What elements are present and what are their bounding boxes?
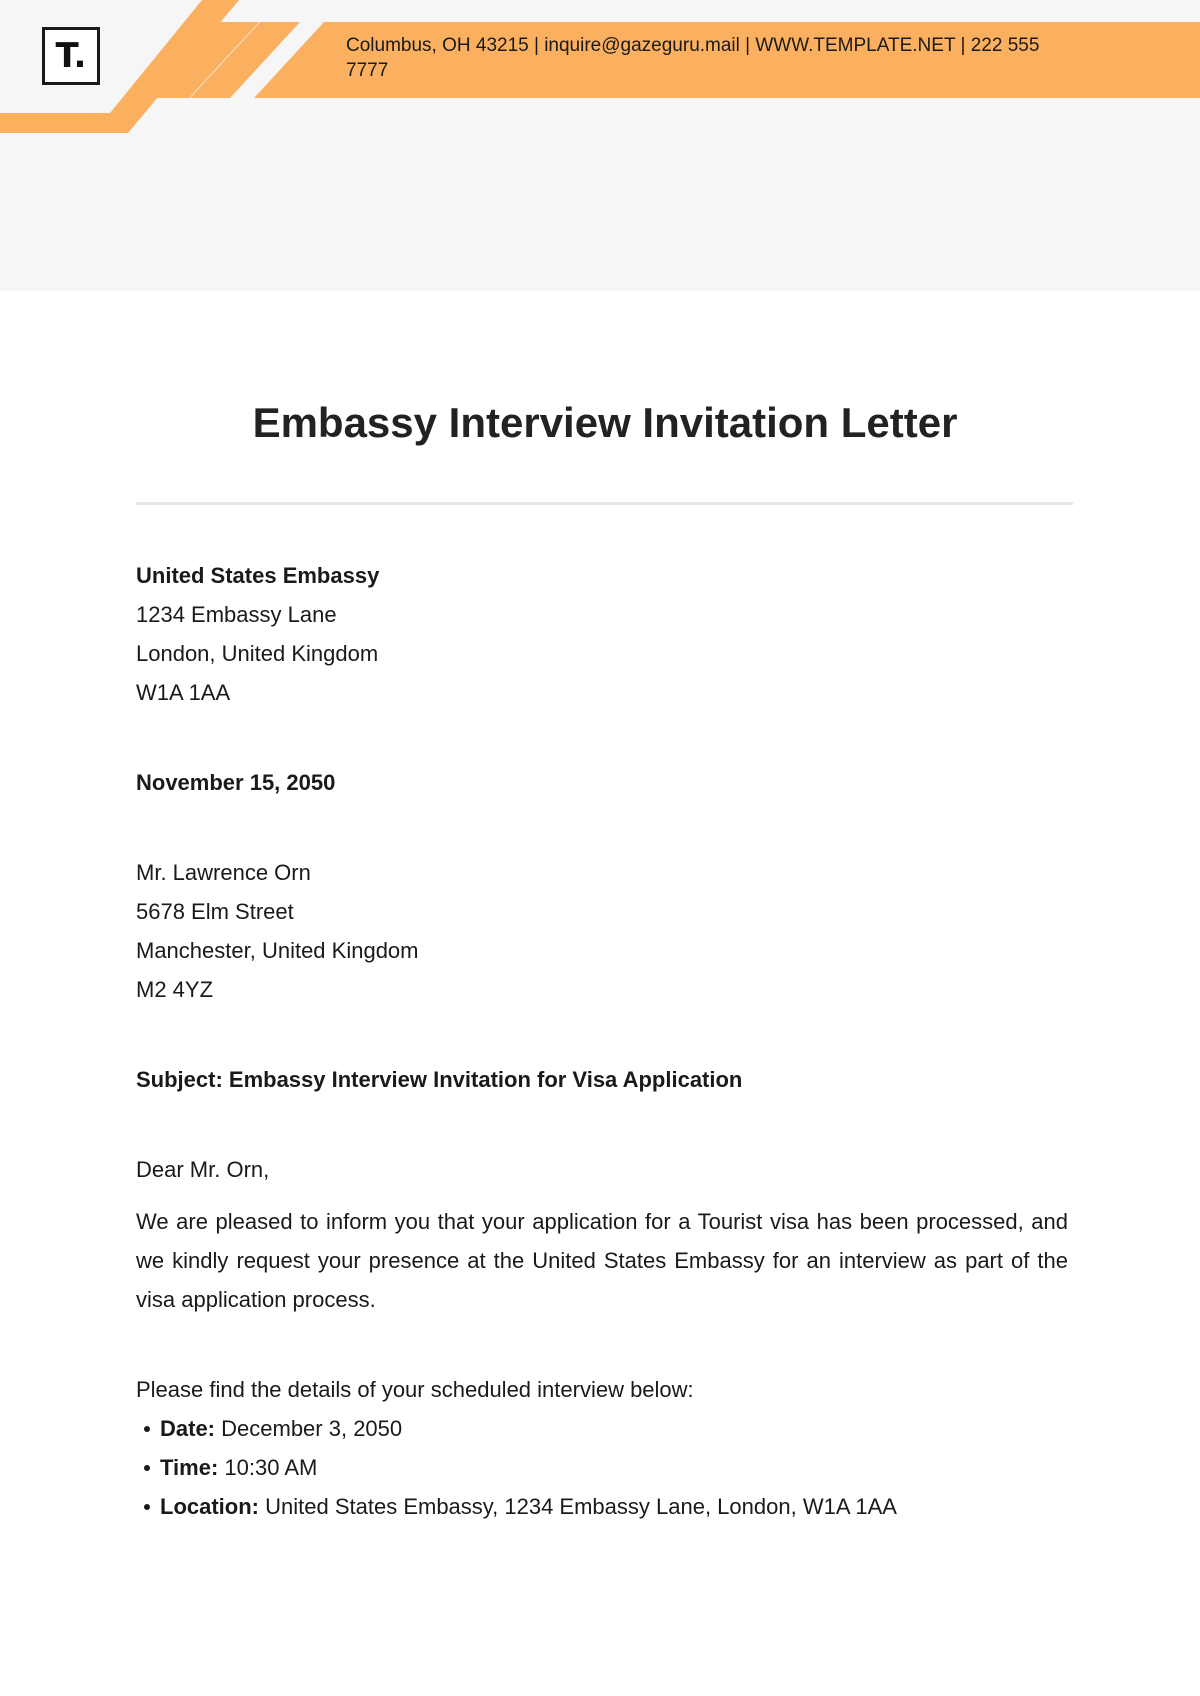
detail-value: United States Embassy, 1234 Embassy Lane, London, W1A 1AA [265,1494,897,1519]
letterhead [0,0,1200,291]
recipient-name: Mr. Lawrence Orn [136,860,311,885]
recipient-street: 5678 Elm Street [136,899,294,924]
detail-location [160,1487,1068,1526]
contact-info: Columbus, OH 43215 | inquire@gazeguru.mail | WWW.TEMPLATE.NET | 222 555 7777 [346,35,1040,81]
sender-street: 1234 Embassy Lane [136,602,337,627]
title-divider [136,502,1073,505]
recipient-postcode: M2 4YZ [136,977,214,1002]
sender-postcode: W1A 1AA [136,680,231,705]
sender-address [136,556,1068,712]
detail-label: Time: [160,1455,219,1480]
letter-date: November 15, 2050 [136,770,336,795]
detail-value: December 3, 2050 [221,1416,403,1441]
recipient-address [136,853,1068,1009]
sender-name: United States Embassy [136,563,380,588]
sender-city: London, United Kingdom [136,641,379,666]
detail-label: Date: [160,1416,216,1441]
detail-date [160,1409,1068,1448]
body-paragraph: We are pleased to inform you that your application for a Tourist visa has been processed, and we kindly request your presence at the United States Embassy for an interview as part of the visa application process. [136,1209,1068,1312]
letter-body [136,556,1068,1526]
document-title: Embassy Interview Invitation Letter [252,399,958,446]
interview-details-list [136,1409,1068,1526]
detail-value: 10:30 AM [224,1455,318,1480]
company-logo: T. [42,27,100,85]
recipient-city: Manchester, United Kingdom [136,938,419,963]
letter-subject: Subject: Embassy Interview Invitation for Visa Application [136,1067,743,1092]
salutation: Dear Mr. Orn, [136,1157,270,1182]
detail-time [160,1448,1068,1487]
detail-label: Location: [160,1494,259,1519]
details-intro: Please find the details of your scheduled interview below: [136,1377,694,1402]
